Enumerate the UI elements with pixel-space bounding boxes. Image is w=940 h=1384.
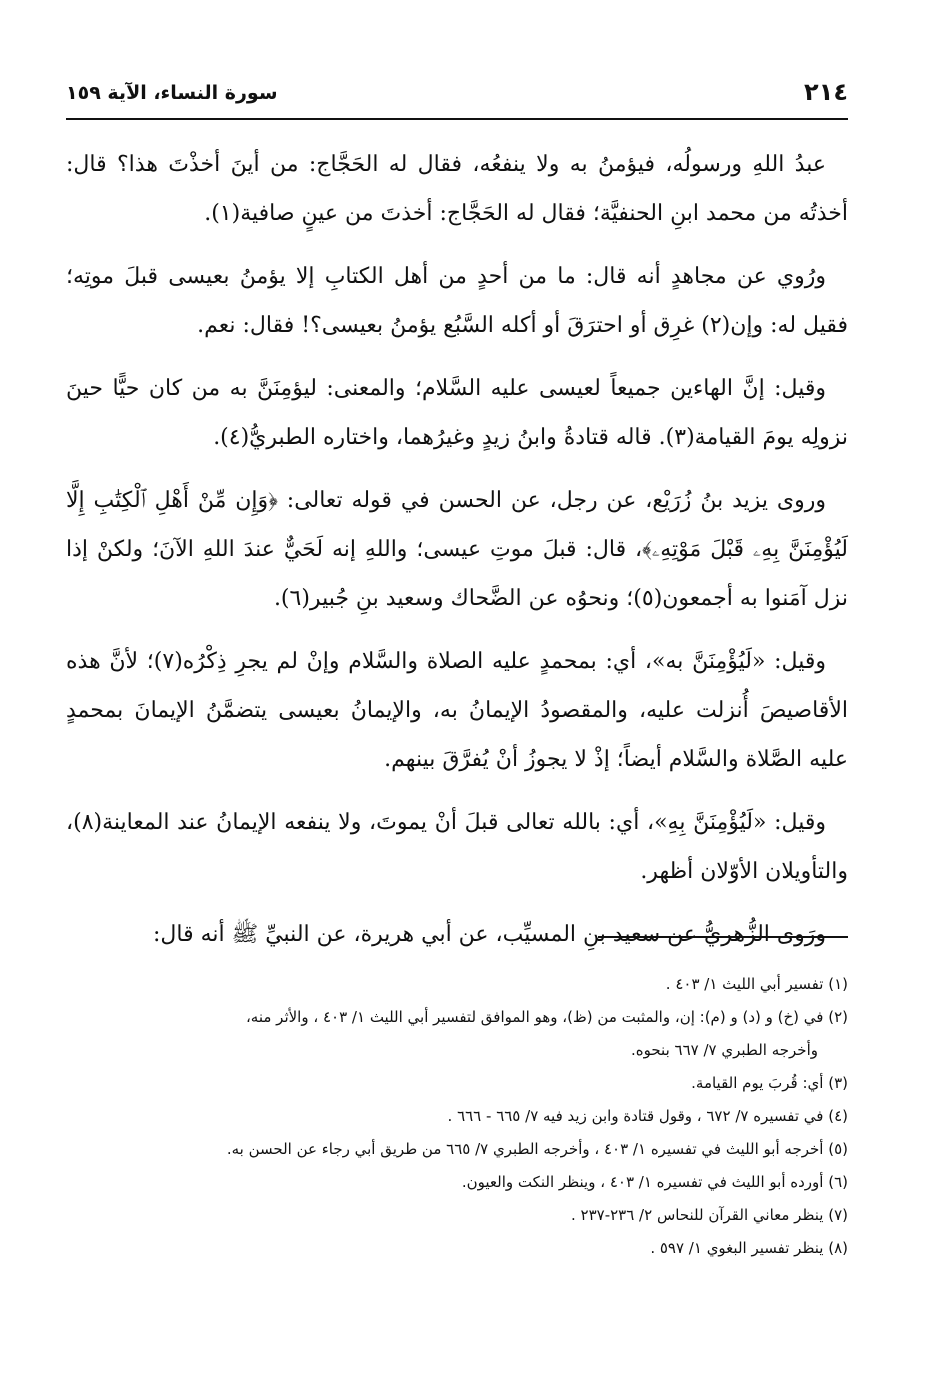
main-text xyxy=(66,140,848,973)
footnote: (٣) أي: قُربَ يوم القيامة. xyxy=(691,1074,848,1092)
footnote: (١) تفسير أبي الليث ١/ ٤٠٣ . xyxy=(665,975,848,993)
footnote: (٦) أورده أبو الليث في تفسيره ١/ ٤٠٣ ، وينظر النكت والعيون. xyxy=(461,1173,848,1191)
paragraph: وروى يزيد بنُ زُرَيْع، عن رجل، عن الحسن في قوله تعالى: ﴿وَإِن مِّنْ أَهْلِ ٱلْكِتَٰبِ إِلَّا لَيُؤْمِنَنَّ بِهِۦ قَبْلَ مَوْتِهِۦ﴾، قال: قبلَ موتِ عيسى؛ واللهِ إنه لَحَيٌّ عندَ اللهِ الآنَ؛ ولكنْ إذا نزل آمَنوا به أجمعون(٥)؛ ونحوُه عن الضَّحاك وسعيد بنِ جُبير(٦). xyxy=(66,488,848,611)
running-header xyxy=(66,74,848,120)
footnote: (٥) أخرجه أبو الليث في تفسيره ١/ ٤٠٣ ، وأخرجه الطبري ٧/ ٦٦٥ من طريق أبي رجاء عن الحسن به. xyxy=(226,1140,848,1158)
footnote: (٤) في تفسيره ٧/ ٦٧٢ ، وقول قتادة وابن زيد فيه ٧/ ٦٦٥ - ٦٦٦ . xyxy=(447,1107,848,1125)
paragraph: وقيل: إنَّ الهاءين جميعاً لعيسى عليه السَّلام؛ والمعنى: ليؤمِنَنَّ به من كان حيًّا حينَ نزولِه يومَ القيامة(٣). قاله قتادةُ وابنُ زيدٍ وغيرُهما، واختاره الطبريُّ(٤). xyxy=(66,376,848,450)
paragraph: ورَوى الزُّهريُّ عن سعيد بنِ المسيِّب، عن أبي هريرة، عن النبيِّ ﷺ أنه قال: xyxy=(153,922,826,947)
footnote: (٨) ينظر تفسير البغوي ١/ ٥٩٧ . xyxy=(650,1239,848,1257)
running-title: سورة النساء، الآية ١٥٩ xyxy=(66,82,278,104)
page-number: ٢١٤ xyxy=(804,78,848,106)
paragraph: وقيل: «لَيُؤْمِنَنَّ بِهِ»، أي: بالله تعالى قبلَ أنْ يموتَ، ولا ينفعه الإيمانُ عند المعاينة(٨)، والتأويلان الأوّلان أظهر. xyxy=(66,810,848,884)
paragraph: عبدُ اللهِ ورسولُه، فيؤمنُ به ولا ينفعُه، فقال له الحَجَّاج: من أينَ أخذْتَ هذا؟ قال: أخذتُه من محمد ابنِ الحنفيَّة؛ فقال له الحَجَّاج: أخذتَ من عينٍ صافية(١). xyxy=(66,152,848,226)
footnote: (٢) في (خ) و (د) و (م): إن، والمثبت من (ظ)، وهو الموافق لتفسير أبي الليث ١/ ٤٠٣ ، والأثر منه، xyxy=(245,1008,848,1026)
paragraph: وقيل: «لَيُؤْمِنَنَّ به»، أي: بمحمدٍ عليه الصلاة والسَّلام وإنْ لم يجرِ ذِكْرُه(٧)؛ لأنَّ هذه الأقاصيصَ أُنزلت عليه، والمقصودُ الإيمانُ به، والإيمانُ بعيسى يتضمَّنُ الإيمانَ بمحمدٍ عليه الصَّلاة والسَّلام أيضاً؛ إذْ لا يجوزُ أنْ يُفرَّقَ بينهم. xyxy=(66,649,848,772)
paragraph: ورُوي عن مجاهدٍ أنه قال: ما من أحدٍ من أهل الكتابِ إلا يؤمنُ بعيسى قبلَ موتِه؛ فقيل له: وإن(٢) غرِق أو احترَقَ أو أكله السَّبُع يؤمنُ بعيسى؟! فقال: نعم. xyxy=(66,264,848,338)
footnote: (٧) ينظر معاني القرآن للنحاس ٢/ ٢٣٦-٢٣٧ . xyxy=(570,1206,848,1224)
footnote-continuation: وأخرجه الطبري ٧/ ٦٦٧ بنحوه. xyxy=(631,1041,818,1059)
footnote-divider xyxy=(598,936,848,938)
footnotes xyxy=(66,968,848,1265)
